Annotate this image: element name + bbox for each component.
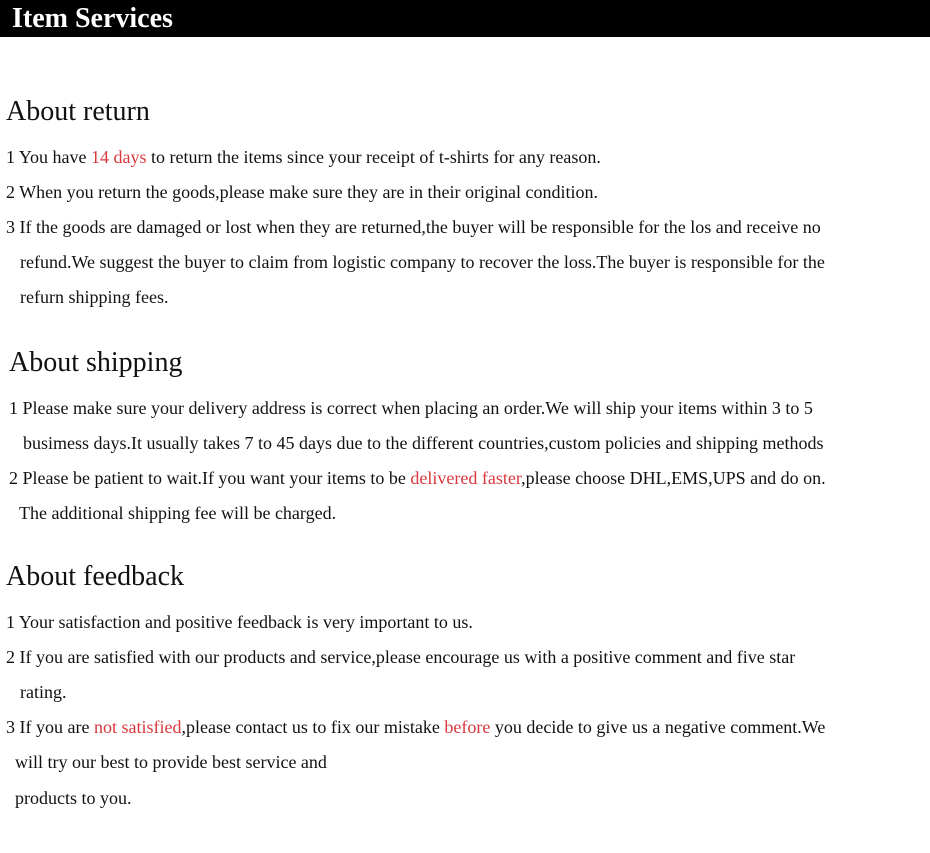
page-title: Item Services	[12, 3, 173, 34]
before-highlight: before	[444, 717, 491, 737]
shipping-line-4: The additional shipping fee will be charged.	[19, 503, 337, 523]
shipping-heading: About shipping	[9, 347, 183, 378]
header-banner	[0, 0, 930, 37]
return-line-1: 1 You have 14 days to return the items since your receipt of t-shirts for any reason.	[6, 147, 601, 167]
shipping-line-2: busimess days.It usually takes 7 to 45 days due to the different countries,custom policies and shipping methods	[23, 433, 824, 453]
return-line-2: 2 When you return the goods,please make sure they are in their original condition.	[6, 182, 598, 202]
feedback-line-6: products to you.	[15, 788, 132, 808]
feedback-line-2: 2 If you are satisfied with our products and service,please encourage us with a positive comment and five star	[6, 647, 796, 667]
return-heading: About return	[6, 96, 150, 127]
shipping-line-1: 1 Please make sure your delivery address is correct when placing an order.We will ship your items within 3 to 5	[9, 398, 813, 418]
not-satisfied-highlight: not satisfied	[93, 717, 182, 737]
feedback-heading: About feedback	[6, 561, 185, 592]
shipping-line-3: 2 Please be patient to wait.If you want your items to be delivered faster,please choose DHL,EMS,UPS and do on.	[9, 468, 826, 488]
return-line-5: refurn shipping fees.	[20, 287, 169, 307]
feedback-line-4: 3 If you are not satisfied,please contact us to fix our mistake before you decide to give us a negative comment.We	[6, 717, 826, 737]
delivered-faster-highlight: delivered faster	[410, 468, 522, 488]
return-line-4: refund.We suggest the buyer to claim from logistic company to recover the loss.The buyer is responsible for the	[20, 252, 825, 272]
return-days-highlight: 14 days	[91, 147, 147, 167]
feedback-line-3: rating.	[20, 682, 67, 702]
feedback-line-1: 1 Your satisfaction and positive feedback is very important to us.	[6, 612, 473, 632]
feedback-line-5: will try our best to provide best service and	[15, 752, 327, 772]
return-line-3: 3 If the goods are damaged or lost when they are returned,the buyer will be responsible for the los and receive no	[6, 217, 821, 237]
